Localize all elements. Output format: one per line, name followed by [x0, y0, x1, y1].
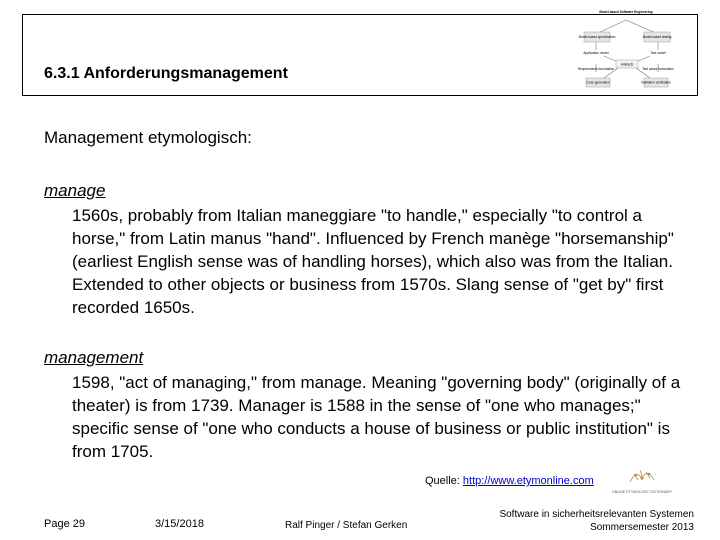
- diagram-top-label: Model-based Software Engineering: [599, 10, 653, 14]
- source-citation: [425, 475, 594, 487]
- definition-text-manage: 1560s, probably from Italian maneggiare "to handle," especially "to control a horse," from Latin manus "hand". Influenced by French manège "horsemanship" (earliest English sense was of handling horses), which also was from the Italian. Extended to other objects or business from 1570s. Slang sense of "get by" first recorded 1650s.: [72, 206, 674, 317]
- footer-course-semester: Sommersemester 2013: [590, 522, 694, 533]
- diagram-right-mid: Test model: [650, 51, 666, 55]
- diagram-left-top: Model-based specification: [578, 35, 616, 39]
- diagram-right-low: Test cases formulation: [642, 67, 674, 71]
- footer-course-title: Software in sicherheitsrelevanten Systemen: [499, 509, 694, 520]
- logo-text: ONLINE ETYMOLOGY DICTIONARY: [612, 490, 672, 494]
- intro-text: Management etymologisch:: [44, 128, 252, 147]
- source-label: Quelle:: [425, 475, 463, 487]
- footer-page-number: Page 29: [44, 518, 85, 530]
- definition-term-management: management: [44, 348, 144, 367]
- page-title: 6.3.1 Anforderungsmanagement: [44, 65, 288, 82]
- footer-course: [499, 508, 694, 534]
- diagram-left-mid: Application model: [583, 51, 609, 55]
- footer-date: 3/15/2018: [155, 518, 204, 530]
- diagram-left-bottom: Code generation: [586, 80, 610, 85]
- definition-text-management: 1598, "act of managing," from manage. Meaning "governing body" (originally of a theater) is from 1739. Manager is 1588 in the sense of "one who manages;" specific sense of "one who conducts a house of business or public institution" is from 1705.: [72, 373, 681, 461]
- process-diagram: [566, 6, 686, 92]
- diagram-right-top: Model-based testing: [642, 35, 672, 39]
- footer-authors: Ralf Pinger / Stefan Gerken: [285, 520, 408, 531]
- diagram-center: Artefacts: [620, 62, 634, 67]
- source-link[interactable]: http://www.etymonline.com: [462, 475, 594, 487]
- etymonline-logo: [612, 466, 672, 496]
- definition-term-manage: manage: [44, 181, 106, 200]
- diagram-left-low: Requirements formulation: [577, 67, 615, 71]
- diagram-right-bottom: Validation verification: [641, 80, 671, 85]
